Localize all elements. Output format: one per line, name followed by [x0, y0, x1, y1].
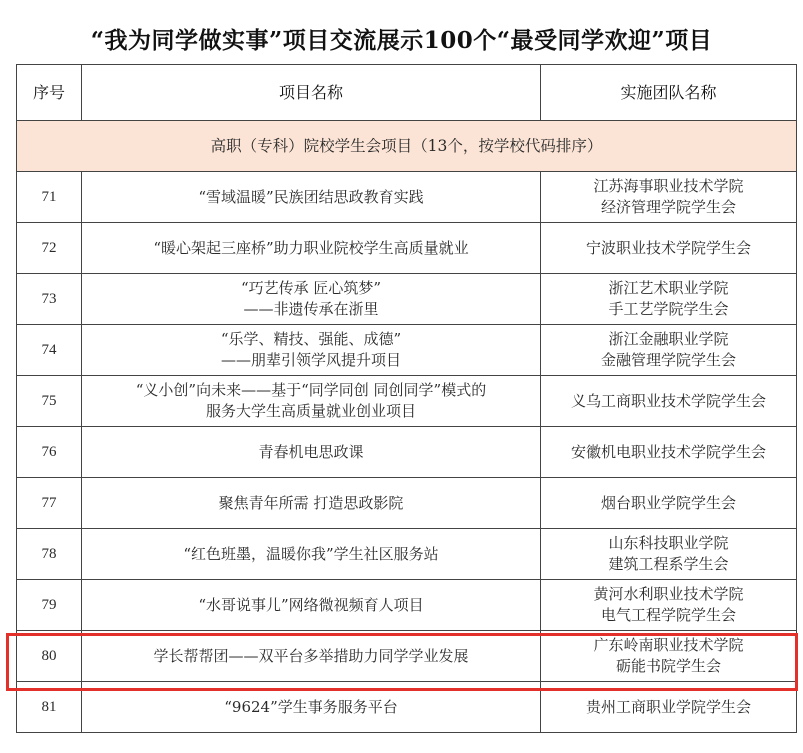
row-number: 76 [17, 427, 82, 478]
row-number: 79 [17, 580, 82, 631]
team-name-line: 浙江艺术职业学院 [608, 279, 729, 297]
project-name-line: 聚焦青年所需 打造思政影院 [218, 493, 404, 512]
row-number: 78 [17, 529, 82, 580]
project-name-line: “暖心架起三座桥”助力职业院校学生高质量就业 [153, 238, 469, 257]
team-name-line: 手工艺学院学生会 [608, 300, 729, 318]
project-name-line: “义小创”向未来——基于“同学同创 同创同学”模式的 [135, 381, 487, 399]
project-name-line: “巧艺传承 匠心筑梦” [240, 279, 382, 297]
project-name-line: 青春机电思政课 [258, 442, 364, 461]
header-number: 序号 [17, 65, 82, 121]
team-name-cell [541, 274, 797, 325]
table-row [17, 427, 797, 478]
team-name-line: 浙江金融职业学院 [608, 330, 729, 348]
project-name-line: “9624”学生事务服务平台 [224, 697, 398, 716]
team-name-cell [541, 172, 797, 223]
table-row [17, 325, 797, 376]
team-name-cell [541, 478, 797, 529]
project-name-cell [82, 529, 541, 580]
table-row [17, 529, 797, 580]
project-name-cell [82, 631, 541, 682]
team-name-cell [541, 631, 797, 682]
project-name-line: “红色班墨，温暖你我”学生社区服务站 [183, 544, 439, 563]
team-name-line: 砺能书院学生会 [615, 657, 721, 675]
header-team-name: 实施团队名称 [541, 65, 797, 121]
team-name-cell [541, 223, 797, 274]
project-name-cell [82, 223, 541, 274]
team-name-line: 义乌工商职业技术学院学生会 [570, 391, 766, 410]
team-name-line: 广东岭南职业技术学院 [593, 636, 744, 654]
section-title: 高职（专科）院校学生会项目（13个，按学校代码排序） [17, 121, 797, 172]
table-row-highlighted [17, 631, 797, 682]
project-name-cell [82, 580, 541, 631]
table-row [17, 682, 797, 733]
team-name-line: 电气工程学院学生会 [600, 606, 736, 624]
projects-table [16, 64, 797, 733]
project-name-line: 服务大学生高质量就业创业项目 [205, 402, 416, 420]
row-number: 80 [17, 631, 82, 682]
team-name-cell [541, 427, 797, 478]
team-name-cell [541, 529, 797, 580]
table-header-row [17, 65, 797, 121]
project-name-cell [82, 274, 541, 325]
project-name-cell [82, 172, 541, 223]
team-name-line: 经济管理学院学生会 [600, 198, 736, 216]
team-name-cell [541, 325, 797, 376]
table-row [17, 376, 797, 427]
row-number: 73 [17, 274, 82, 325]
table-row [17, 223, 797, 274]
table-row [17, 172, 797, 223]
team-name-line: 山东科技职业学院 [608, 534, 729, 552]
row-number: 75 [17, 376, 82, 427]
project-name-cell [82, 682, 541, 733]
team-name-line: 贵州工商职业学院学生会 [585, 697, 751, 716]
row-number: 71 [17, 172, 82, 223]
table-row [17, 478, 797, 529]
team-name-cell [541, 682, 797, 733]
section-row [17, 121, 797, 172]
team-name-line: 金融管理学院学生会 [600, 351, 736, 369]
team-name-line: 安徽机电职业技术学院学生会 [570, 442, 766, 461]
team-name-line: 建筑工程系学生会 [608, 555, 729, 573]
project-name-cell [82, 376, 541, 427]
row-number: 81 [17, 682, 82, 733]
project-name-cell [82, 478, 541, 529]
project-name-cell [82, 325, 541, 376]
row-number: 72 [17, 223, 82, 274]
team-name-line: 江苏海事职业技术学院 [593, 177, 744, 195]
project-name-line: ——非遗传承在浙里 [243, 300, 379, 318]
project-name-line: 学长帮帮团——双平台多举措助力同学学业发展 [153, 646, 469, 665]
project-name-line: “水哥说事儿”网络微视频育人项目 [198, 595, 424, 614]
page-title: “我为同学做实事”项目交流展示100个“最受同学欢迎”项目 [90, 27, 713, 54]
team-name-line: 烟台职业学院学生会 [600, 493, 736, 512]
project-name-cell [82, 427, 541, 478]
team-name-cell [541, 580, 797, 631]
project-name-line: ——朋辈引领学风提升项目 [220, 351, 401, 369]
team-name-line: 宁波职业技术学院学生会 [585, 238, 751, 257]
table-row [17, 580, 797, 631]
row-number: 77 [17, 478, 82, 529]
team-name-line: 黄河水利职业技术学院 [593, 585, 744, 603]
project-name-line: “雪域温暖”民族团结思政教育实践 [198, 187, 424, 206]
row-number: 74 [17, 325, 82, 376]
project-name-line: “乐学、精技、强能、成德” [220, 330, 402, 348]
team-name-cell [541, 376, 797, 427]
table-row [17, 274, 797, 325]
header-project-name: 项目名称 [82, 65, 541, 121]
